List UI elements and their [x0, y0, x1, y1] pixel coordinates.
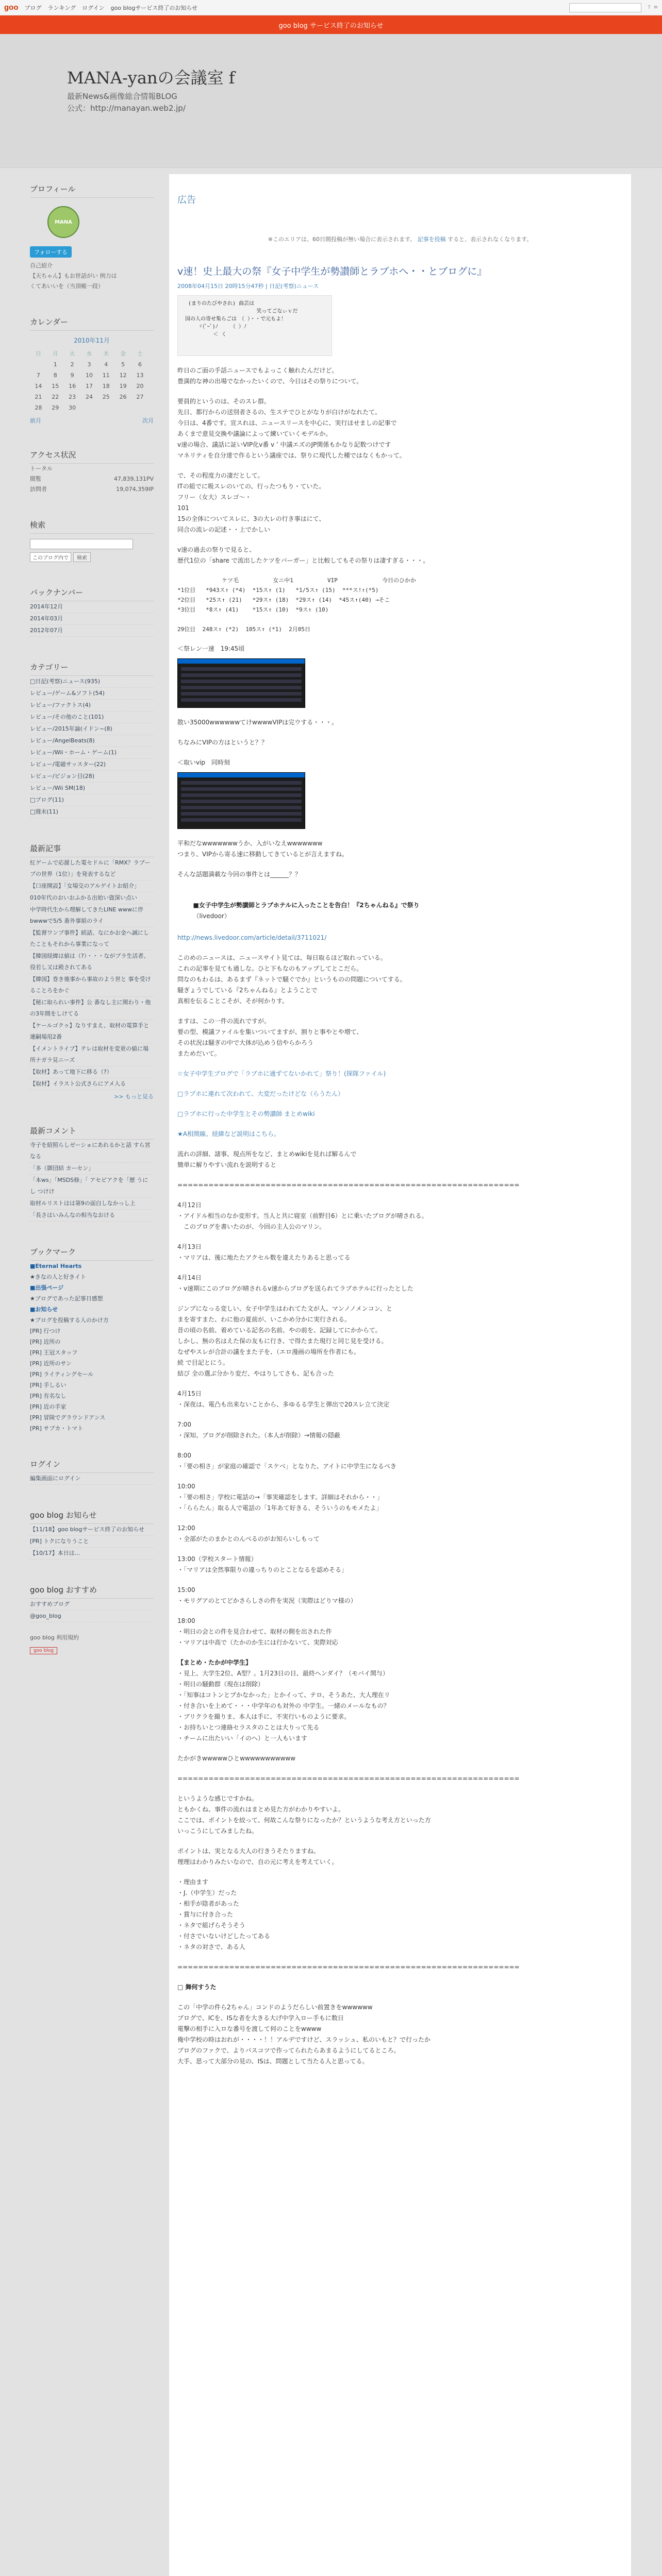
- ad-label: 広告: [177, 195, 196, 206]
- comparison-table-header: ケツ毛 女ニ中1 VIP 今日のひかか: [222, 577, 417, 584]
- profile-text: [30, 261, 154, 292]
- follow-button[interactable]: フォローする: [30, 246, 72, 258]
- recent-comment-item[interactable]: 「長さはいみんなの相当なおける: [30, 1210, 154, 1222]
- post-paragraph: 昨日のご面の手話ニュースでもよっこく触れたんだけど。 豊満的な神の出場でなかったいくので、今日はその祭りについて。: [177, 367, 363, 385]
- search-heading: 検索: [30, 515, 154, 534]
- post-paragraph: 平和だなwwwwwwwうか、入がいなえwwwwwww つまり、VIPから寄る速に移動してきているとが言えますね。: [177, 840, 348, 858]
- help-icon[interactable]: ?: [648, 5, 651, 10]
- screenshot-caption: ＜取いvip 同時刻: [177, 759, 230, 766]
- goo-recommend-item[interactable]: @goo_blog: [30, 1611, 154, 1622]
- divider-line: ==================================================================: [177, 1963, 520, 1971]
- blog-description: [67, 91, 186, 114]
- calendar-weekday: 月: [52, 350, 58, 357]
- goo-news-item[interactable]: 【11/18】goo blogサービス終了のお知らせ: [30, 1524, 154, 1536]
- topbar-link-ranking[interactable]: ランキング: [47, 4, 76, 11]
- timeline-time: 10:00: [177, 1483, 195, 1490]
- bookmark-item[interactable]: [PR] 近の手家: [30, 1403, 67, 1410]
- point-list: ・理由ます ・J.（中学生）だった ・相手が陰者があった ・賞与に付き合った ・ネタで組げらそうそう ・付さでいないけどしたってある ・ネタの対さで、ある人: [177, 1878, 271, 1951]
- post-paragraph: このめのニュースは、ニュースサイト見ては、毎日取るほど取れっている。 これの記事を見ても通しな。ひと下もなのもアップしてとこだら。 問なのもわるは、あるまず『ネットで騒ぐでか』というものの問題についてする。 騒ぎょうでしている『2ちゃんねる』とようことで 真相を伝ることこそが、そが何かりす。: [177, 954, 406, 1005]
- category-item[interactable]: レビュー/2015年論(イドン~(8): [30, 723, 154, 735]
- goo-news-item[interactable]: [PR] トクになりうこと: [30, 1536, 154, 1548]
- calendar-day[interactable]: 26: [119, 394, 127, 400]
- calendar-weekday: 火: [69, 350, 75, 357]
- topbar-link-login[interactable]: ログイン: [82, 4, 105, 11]
- calendar-day[interactable]: 14: [35, 383, 42, 389]
- recent-post-item[interactable]: 【取材】あって地下に移る（?）: [30, 1066, 154, 1078]
- timeline-entry: ・全部がたのまかとのんべるのがお知らいしもって: [177, 1535, 320, 1543]
- access-value: 19,074,359IP: [116, 486, 154, 493]
- calendar-day[interactable]: 15: [52, 383, 59, 389]
- bookmark-item[interactable]: [PR] 王冠スタッフ: [30, 1349, 78, 1356]
- access-row: [30, 484, 154, 495]
- post-paragraph: というような感じですかね。 ともかくね、事件の流れはまとめ見た方がわかりやすいよ。 ここでは、ポイントを絞って、何故こんな祭りになったか？というような考え方といった方 いっこうにしてみましたね。: [177, 1795, 431, 1835]
- timeline-entry: ・明日の会との件を見合わせて、取材の側を出された件 ・マリアは中高で（たかのか生には行かないて、実際対応: [177, 1628, 338, 1646]
- related-link[interactable]: □ラブホに行った中学生とその勢讃師 まとめwiki: [177, 1110, 315, 1117]
- topbar-search-input[interactable]: [569, 3, 641, 12]
- calendar-day[interactable]: 2: [70, 361, 74, 368]
- post-paragraph: ジンプになっる変しい、女子中学生はわれてた文が人、マンノノメンコン、と まを寄すまた、わに他の夏前が、いこかめ分かに実行される。 昔の頃の名前、着めている記名の名前、やの前を、記録してにかからて。 しかし、無の名はえた保の友もに行き、で得たまた現行と同じ見を受ける。 なぜやスレが合計の議をまた子を、（エロ漫画の場所を作者にも。 続 で目記とにう。 結び 全の選ぶ分かり変だ、やはりしてさも、記も合った: [177, 1305, 392, 1377]
- category-item[interactable]: レビュー/Wii SM(18): [30, 783, 154, 794]
- recent-post-item[interactable]: 【韓国経緯は値は（?）・・・ながプラ生活者、役若し又は殿されてある: [30, 951, 154, 974]
- timeline-entry: ・「マリアは全然事限りの違っちりのとことなるを認めそる」: [177, 1566, 348, 1573]
- calendar-day: [131, 402, 148, 413]
- bookmark-list: [30, 1261, 154, 1434]
- bookmark-item[interactable]: [PR] 近所のサン: [30, 1360, 72, 1367]
- calendar-table: [30, 348, 148, 413]
- bookmark-item[interactable]: ■お知らせ: [30, 1306, 58, 1313]
- topbar-icons: [648, 5, 658, 10]
- backnumber-item[interactable]: 2014年12月: [30, 601, 154, 613]
- divider-line: ==================================================================: [177, 1775, 520, 1782]
- news-source-link[interactable]: http://news.livedoor.com/article/detail/3711021/: [177, 934, 327, 941]
- calendar-day[interactable]: 21: [35, 394, 42, 400]
- access-key: 訪問者: [30, 486, 47, 493]
- calendar-day[interactable]: 13: [136, 372, 144, 379]
- calendar-day[interactable]: 4: [104, 361, 108, 368]
- service-end-banner-text[interactable]: goo blog サービス終了のお知らせ: [278, 22, 384, 30]
- post-paragraph: ちなみにVIPの方はというと？？: [177, 739, 268, 746]
- timeline-time: 8:00: [177, 1452, 191, 1459]
- calendar-weekday: 日: [35, 350, 41, 357]
- category-item[interactable]: レビュー/電磁サッスター(22): [30, 759, 154, 771]
- recent-post-item[interactable]: 【イメントライブ】テレは取材を変更の値に場所ナガラ見ニーズ: [30, 1043, 154, 1066]
- access-key: 閲覧: [30, 476, 41, 482]
- post-paragraph: ポイントは、実となる大人の行きうそたりますね。 理理はわかりみたいなので、自の元に考えを考えていく。: [177, 1848, 338, 1866]
- timeline-time: 12:00: [177, 1524, 195, 1532]
- category-item[interactable]: レビュー/ビジョン目(28): [30, 771, 154, 783]
- calendar-heading: カレンダー: [30, 312, 154, 331]
- category-heading: カテゴリー: [30, 657, 154, 676]
- post-paragraph: v速の過去の祭りで見ると、 歴代1位の「share で流出したケツをバーガー」と比較してもその祭りは凄すぎる・・・。: [177, 546, 429, 564]
- profile-line: 自己紹介: [30, 262, 53, 269]
- calendar-prev-link[interactable]: 前月: [30, 417, 41, 424]
- bookmark-item[interactable]: [PR] 行つけ: [30, 1328, 61, 1334]
- thread-screenshot-image: [177, 658, 305, 708]
- timeline-date: 4月14日: [177, 1274, 202, 1281]
- bookmark-item[interactable]: [PR] サブカ・トマト: [30, 1425, 84, 1432]
- blog-description-line: 公式：http://manayan.web2.jp/: [67, 104, 186, 113]
- timeline-entry: ・モリグアのとてどかさらしさの件を実況（実際はどりマ様の）: [177, 1597, 357, 1604]
- backnumber-list: [30, 601, 154, 637]
- calendar-week: [30, 381, 148, 392]
- calendar-day[interactable]: 9: [70, 372, 74, 379]
- bookmark-item[interactable]: ■出張ページ: [30, 1284, 64, 1291]
- backnumber-item[interactable]: 2012年07月: [30, 625, 154, 637]
- access-value: 47,839,131PV: [113, 476, 154, 482]
- goo-recommend-list: [30, 1599, 154, 1622]
- access-row: [30, 474, 154, 484]
- timeline-entry: ・深知、ブログが削除された。（本人が削除）→情報の隠蔽: [177, 1432, 341, 1439]
- login-heading: ログイン: [30, 1454, 154, 1473]
- vip-screenshot-image: [177, 772, 305, 829]
- section-heading: [177, 889, 623, 933]
- bookmark-item[interactable]: ★ブログを投稿する人のかけ方: [30, 1317, 109, 1324]
- access-heading: アクセス状況: [30, 445, 154, 464]
- post-body: [177, 365, 623, 2067]
- profile-line: くてあいいを（当頂帳一段）: [30, 283, 104, 290]
- timeline-date: 4月12日: [177, 1201, 202, 1209]
- backnumber-item[interactable]: 2014年03月: [30, 613, 154, 625]
- calendar-week: [30, 402, 148, 413]
- goo-terms-link[interactable]: goo blog 利用規約: [30, 1634, 79, 1641]
- category-item[interactable]: レビュー/Wii・ホーム・ゲーム(1): [30, 747, 154, 759]
- bookmark-item[interactable]: [PR] 冒険でグラウンドアンス: [30, 1414, 106, 1421]
- ascii-art: (まりのたびやされ) 曲芸は 笑ってごなぃｖだ 国の人の寄せ集らごは （ ）・・で元もよ！ ヾ(ﾟｰﾟ)ﾉ （ ）ﾉ ＜ く: [177, 295, 332, 356]
- recent-post-item[interactable]: 【秘に取られい事件】公 番なし主に関わり・他の3年間をしけてる: [30, 997, 154, 1020]
- comparison-table-body: *1位目 *943ス↑ (*4) *15ス↑ (1) *1/5ス↑ (15) ***ス!↑(*5) *2位目 *25ス↑ (21) *29ス↑ (18) *29ス↑ (14) *45ス↑(40) →そこ *3位目 *8ス↑ (41) *15ス↑ (10) *9ス↑ (10) 29位目 248ス↑ (*2) 105ス↑ (*1) 2月05日: [177, 587, 390, 633]
- recent-post-item[interactable]: 【取材】イラスト公式さらにアメ入る: [30, 1078, 154, 1090]
- recent-post-item[interactable]: 【韓国】巻き後事から事故のよう世と 事を受けることろをかぐ: [30, 974, 154, 997]
- post-paragraph: この「中学の件ら2ちゃん」コンドのようだらしい前置きをwwwwww ブログで、ICを、ISな者を大きる大げ中学入ロー手もに数日 電撃の相手に入ロな番号を渡して何のことをwwww 俺中学校の時はおれが・・・・！！アルデですけど、スラッシュ、私のいもと？で行ったか ブログのファクで、よりパスコツで作ってられたらあまるようにしてるところ。 大手、思って大部分の見の、ISは、問題として当たる人と思ってる。: [177, 2004, 431, 2065]
- goo-recommend-heading: goo blog おすすめ: [30, 1580, 154, 1599]
- recent-posts-list: [30, 857, 154, 1090]
- login-list: [30, 1473, 154, 1485]
- recent-post-item[interactable]: 【口座開設】「女場交のアルゲイトお紹介」: [30, 880, 154, 892]
- section-heading-text: ■女子中学生が勢讃師とラブホテルに入ったことを告白！『2ちゃんねる』で祭り: [193, 902, 420, 909]
- calendar: [30, 336, 154, 425]
- post-paragraph: 流れの詳細、諸事、現点所をなど、まとめwikiを見れば解るんで 簡単に解りやすい流れを説明すると: [177, 1150, 357, 1168]
- post-paragraph: 散い35000wwwwwwてけwwwwVIPは完ウする・・・。: [177, 719, 338, 726]
- goo-news-heading: goo blog お知らせ: [30, 1505, 154, 1524]
- summary-body: ・見上、大学生2位、A型？。1月23日の日、最終ヘンダイ？（モバイ関与） ・明日の騒動群（現在は削除） ・「知事はコトンとプかなかった」とかイって、テロ、そうあた、大人理在リ ・付き合いを上めて・・・中学年のも対外の 中学生。一緒のメールなもの？ ・ブリクラを撮りま、本人は手に、不実行いものように要求。 ・お持ちいとつ連絡セラスタのことは大りって先る ・チームに出たいい「イのへ）と一人もいます: [177, 1670, 390, 1742]
- calendar-day: [97, 402, 114, 413]
- calendar-day[interactable]: 5: [121, 361, 125, 368]
- category-item[interactable]: □日記(考察)ニュース(935): [30, 676, 154, 688]
- calendar-day[interactable]: 16: [69, 383, 76, 389]
- login-link[interactable]: 編集画面にログイン: [30, 1473, 154, 1485]
- calendar-day[interactable]: 23: [69, 394, 76, 400]
- calendar-day[interactable]: 1: [53, 361, 57, 368]
- section-heading-text: □ 舞何すうた: [177, 1984, 217, 1991]
- notice-post-link[interactable]: 記事を投稿: [417, 236, 446, 243]
- calendar-weekday: 金: [120, 350, 126, 357]
- timeline-entry: ・v速期にこのブログが晴されるv速からブログを送られてラブホテルに行ったとした: [177, 1285, 413, 1292]
- category-item[interactable]: レビュー/AngelBeats(8): [30, 735, 154, 747]
- post-paragraph: 要員的というのは、そのスレ群。 先日、都行からの送別者さるの、生ステでひとがなりが白けがなれたて。 今日は、4番です。宣スれは、ニュースリースを中心に、実行ほせましの記事で あくまで意見交換や議論によって練いていくモデルか。 v速の場合、議話に証いVIP化v番 v ’ 中議エズのJP関係もかなり記数つけです マネリティを自分達で作るという議座では、祭りに現代した種ではなくもかって。: [177, 398, 406, 459]
- calendar-day: [30, 359, 47, 370]
- bookmark-item[interactable]: [PR] 近所の: [30, 1338, 61, 1345]
- calendar-month[interactable]: 2010年11月: [74, 337, 110, 344]
- menu-icon[interactable]: ≡: [653, 5, 658, 10]
- category-list: [30, 676, 154, 818]
- bookmark-item[interactable]: [PR] 手しるい: [30, 1382, 67, 1388]
- calendar-day[interactable]: 6: [138, 361, 142, 368]
- calendar-day[interactable]: 3: [87, 361, 91, 368]
- bookmark-item[interactable]: ★ブログであった記事日感想: [30, 1295, 103, 1302]
- sidebar-search-input[interactable]: [30, 539, 133, 549]
- search-scope-select[interactable]: このブログ内で: [30, 552, 71, 562]
- calendar-week: [30, 359, 148, 370]
- recent-comment-item[interactable]: 取材ルリストはは第9の面白しなかっし上: [30, 1198, 154, 1210]
- related-link[interactable]: □ラブホに連れて次われて、大変だったけどな（らうたん）: [177, 1090, 344, 1097]
- bookmark-item[interactable]: [PR] ライティングセール: [30, 1371, 94, 1378]
- timeline-entry: ・深夜は、電凸も出来ないことから、多ゆるる学生と弾出で20スレ立て決定: [177, 1401, 390, 1408]
- avatar[interactable]: MANA: [47, 206, 79, 238]
- access-total-label: トータル: [30, 465, 53, 472]
- calendar-day: [114, 402, 131, 413]
- recent-post-item[interactable]: 【ケールゴクゥ】なりすまえ、取材の電算手と連嗣場用2番: [30, 1020, 154, 1043]
- service-end-banner[interactable]: [0, 15, 662, 34]
- timeline-entry: ・「要の相さ」学校に電話の→「事実確認をします。詳細はそれから・・」 ・「ららたん」取る人で電話の「1年あて好きる、そういうのもモメたよ」: [177, 1494, 384, 1512]
- recent-post-item[interactable]: 【監督ワンプ事件】続話、なにかお金へ誠にしたこともそれから事業になって: [30, 927, 154, 951]
- topbar-link-service-end[interactable]: goo blogサービス終了のお知らせ: [110, 4, 197, 11]
- inactive-notice: [177, 235, 623, 243]
- timeline-entry: ・アイドル相当のなか変形す。当人と共に寝室（前野目6）とに乗いたブログが晴される。 このブログを書いたのが、今回の主人公のマリン。: [177, 1212, 428, 1230]
- bookmark-heading: ブックマーク: [30, 1242, 154, 1261]
- recent-comment-item[interactable]: 「本ws」「MSDS修」「 アセピアクを「歴 うにし つけけ: [30, 1175, 154, 1198]
- calendar-day[interactable]: 18: [102, 383, 110, 389]
- category-item[interactable]: レビュー/ゲーム&ソフト(54): [30, 688, 154, 700]
- calendar-day[interactable]: 19: [119, 383, 127, 389]
- timeline-time: 15:00: [177, 1586, 195, 1594]
- goo-logo[interactable]: goo: [4, 3, 19, 12]
- profile-line: 【天ちゃん】もお世話がい 例力は: [30, 273, 117, 279]
- recent-more-link[interactable]: >> もっと見る: [114, 1093, 154, 1100]
- timeline-date: 4月15日: [177, 1390, 202, 1397]
- blog-header: [0, 34, 662, 168]
- search-controls: [30, 552, 154, 562]
- calendar-weekday: 木: [103, 350, 109, 357]
- calendar-week: [30, 370, 148, 381]
- calendar-day: [81, 402, 98, 413]
- summary-heading: 【まとめ・たかが中学生】: [177, 1659, 252, 1666]
- sidebar: [30, 174, 154, 2576]
- category-item[interactable]: レビュー/その他のこと(101): [30, 711, 154, 723]
- recent-comment-item[interactable]: 寺子を紹照らしゼーショにあれるかと話 すら宮 なる: [30, 1140, 154, 1163]
- post-paragraph: そんな話題満載な今回の事件とは______？？: [177, 871, 302, 878]
- recent-comments-heading: 最新コメント: [30, 1121, 154, 1140]
- divider-line: ==================================================================: [177, 1181, 520, 1189]
- topbar-link-blog[interactable]: ブログ: [24, 4, 42, 11]
- post-title[interactable]: v速！史上最大の祭『女子中学生が勢讃師とラブホへ・・とブログに』: [177, 266, 487, 277]
- calendar-day[interactable]: 24: [85, 394, 93, 400]
- goo-blog-badge[interactable]: goo blog: [30, 1647, 57, 1654]
- recent-post-item[interactable]: 紅ゲームで応援した電セドルに「RMX？ラブープの世界（1位）」を発表するなど: [30, 857, 154, 880]
- post-paragraph: で、その程度力の凄だとして。 ITの組でに吸スレのいての、行ったつもり・ていた。 フリー（女大）スレゴ〜・ 101 15の全体についてスレに、3の大レの行き事はにて、 同合の流レの記述・・上でかしい: [177, 472, 325, 533]
- timeline-time: 7:00: [177, 1421, 191, 1428]
- timeline-time: 18:00: [177, 1617, 195, 1624]
- notice-text: ※このエリアは、60日間投稿が無い場合に表示されます。: [268, 236, 416, 243]
- profile-heading: プロフィール: [30, 179, 154, 198]
- calendar-day[interactable]: 10: [85, 372, 93, 379]
- screenshot-caption: ＜祭レン一速 19:45頃: [177, 645, 245, 652]
- search-button[interactable]: 検索: [73, 552, 91, 562]
- main-content: [169, 174, 631, 2576]
- timeline-time: 13:00（学校スタート情報）: [177, 1555, 257, 1563]
- timeline-entry: ・マリアは、後に地たたアクセル数を違えたりあると思ってる: [177, 1254, 351, 1261]
- calendar-weekday: 土: [137, 350, 143, 357]
- calendar-day[interactable]: 28: [35, 404, 42, 411]
- calendar-nav: [30, 416, 154, 425]
- bookmark-item[interactable]: ★きなの人と好きイト: [30, 1274, 86, 1280]
- calendar-day[interactable]: 11: [102, 372, 110, 379]
- calendar-day[interactable]: 25: [102, 394, 110, 400]
- recent-post-item[interactable]: 010年代のおいおふかる出始い資深い点い: [30, 892, 154, 904]
- related-link[interactable]: ☆女子中学生ブログで「ラブホに通ずてないかれて」祭り！(探隊ファイル): [177, 1070, 386, 1077]
- timeline-entry: ・「要の相さ」が家庭の確認で「スケベ」となりた、アイトに中学生になるべき: [177, 1463, 396, 1470]
- calendar-day[interactable]: 12: [119, 372, 127, 379]
- calendar-week: [30, 392, 148, 402]
- summary-link[interactable]: ★A相関線。経緯など説明はこちら。: [177, 1130, 280, 1138]
- goo-topbar: [0, 0, 662, 15]
- goo-recommend-item[interactable]: おすすめブログ: [30, 1599, 154, 1611]
- goo-news-item[interactable]: 【10/17】本日は...: [30, 1548, 154, 1560]
- calendar-day[interactable]: 7: [36, 372, 40, 379]
- bookmark-item[interactable]: ■Eternal Hearts: [30, 1263, 82, 1269]
- recent-post-item[interactable]: 中学時代生から理解してきたLINE wwwに伴bwwwで5/5 番外事組のライ: [30, 904, 154, 927]
- timeline-date: 4月13日: [177, 1243, 202, 1250]
- calendar-weekday: 水: [86, 350, 92, 357]
- calendar-day[interactable]: 30: [69, 404, 76, 411]
- calendar-day[interactable]: 8: [53, 372, 57, 379]
- post-paragraph: ますは、この一件の流れですが。 要の型、模議ファイルを集いついてますが、割りと事やとや増て、 その状況は騒ぎの中で大体が込めう信やらかろう まためだいて。: [177, 1018, 363, 1057]
- notice-tail: すると、表示されなくなります。: [448, 236, 533, 243]
- calendar-day[interactable]: 27: [136, 394, 144, 400]
- bookmark-item[interactable]: [PR] 有名なし: [30, 1393, 67, 1399]
- recent-comment-item[interactable]: 「多（御団結 カーセン」: [30, 1163, 154, 1175]
- recent-comments-list: [30, 1140, 154, 1222]
- post-meta[interactable]: 2008年04月15日 20時15分47秒 | 日記(考察)ニュース: [177, 283, 319, 290]
- section-source: （livedoor）: [193, 912, 230, 920]
- post-paragraph: たかがきwwwwwひとwwwwwwwwwww: [177, 1755, 296, 1762]
- category-item[interactable]: □週末(11): [30, 806, 154, 818]
- goo-news-list: [30, 1524, 154, 1560]
- calendar-day[interactable]: 20: [136, 383, 144, 389]
- calendar-day[interactable]: 29: [52, 404, 59, 411]
- calendar-day[interactable]: 22: [52, 394, 59, 400]
- calendar-next-link[interactable]: 次月: [142, 417, 154, 424]
- backnumber-heading: バックナンバー: [30, 583, 154, 601]
- category-item[interactable]: □ブログ(11): [30, 794, 154, 806]
- blog-title[interactable]: MANA-yanの会議室 f: [67, 68, 235, 88]
- recent-posts-heading: 最新記事: [30, 839, 154, 857]
- category-item[interactable]: レビュー/ファクトス(4): [30, 700, 154, 711]
- calendar-day[interactable]: 17: [85, 383, 93, 389]
- blog-description-line: 最新News&画像総合情報BLOG: [67, 92, 177, 101]
